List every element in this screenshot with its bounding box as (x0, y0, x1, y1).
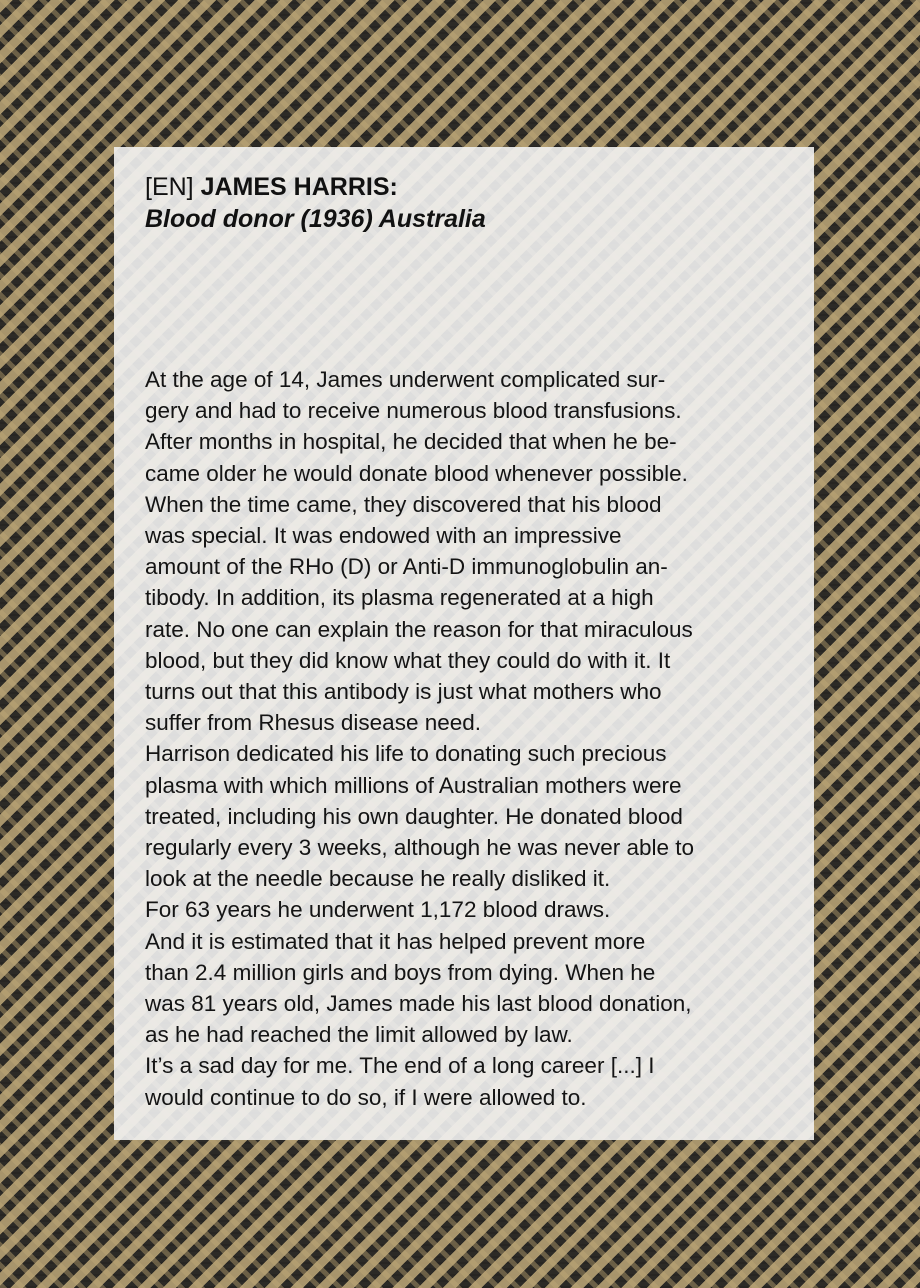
body-line: treated, including his own daughter. He donated blood (145, 803, 683, 829)
page-subtitle: Blood donor (1936) Australia (145, 205, 486, 233)
body-line: was 81 years old, James made his last blood donation, (145, 991, 692, 1017)
page-title (145, 171, 784, 203)
body-line: blood, but they did know what they could do with it. It (145, 647, 671, 673)
body-line: turns out that this antibody is just what mothers who (145, 679, 662, 705)
body-line: And it is estimated that it has helped prevent more (145, 928, 646, 954)
body-line: For 63 years he underwent 1,172 blood draws. (145, 897, 611, 923)
body-line: as he had reached the limit allowed by law. (145, 1022, 573, 1048)
body-line: amount of the RHo (D) or Anti-D immunoglobulin an- (145, 554, 668, 580)
body-line: plasma with which millions of Australian mothers were (145, 772, 682, 798)
body-line: Harrison dedicated his life to donating such precious (145, 741, 667, 767)
body-line: regularly every 3 weeks, although he was never able to (145, 835, 695, 861)
body-line: When the time came, they discovered that his blood (145, 491, 662, 517)
body-line: At the age of 14, James underwent complicated sur- (145, 367, 666, 392)
body-line: After months in hospital, he decided that when he be- (145, 429, 677, 455)
body-line: It’s a sad day for me. The end of a long career [...] I (145, 1053, 655, 1079)
body-line: would continue to do so, if I were allowed to. (145, 1084, 587, 1110)
language-tag: [EN] (145, 173, 194, 201)
body-line: look at the needle because he really disliked it. (145, 866, 611, 892)
body-line: suffer from Rhesus disease need. (145, 710, 482, 736)
body-line: rate. No one can explain the reason for that miraculous (145, 616, 693, 642)
person-name: JAMES HARRIS: (200, 173, 398, 201)
biography-text (145, 364, 790, 1113)
body-line: tibody. In addition, its plasma regenerated at a high (145, 585, 654, 611)
body-line: was special. It was endowed with an impressive (145, 523, 622, 549)
text-panel (114, 147, 814, 1140)
body-line: came older he would donate blood whenever possible. (145, 460, 688, 486)
body-line: than 2.4 million girls and boys from dying. When he (145, 959, 656, 985)
body-line: gery and had to receive numerous blood transfusions. (145, 398, 682, 424)
